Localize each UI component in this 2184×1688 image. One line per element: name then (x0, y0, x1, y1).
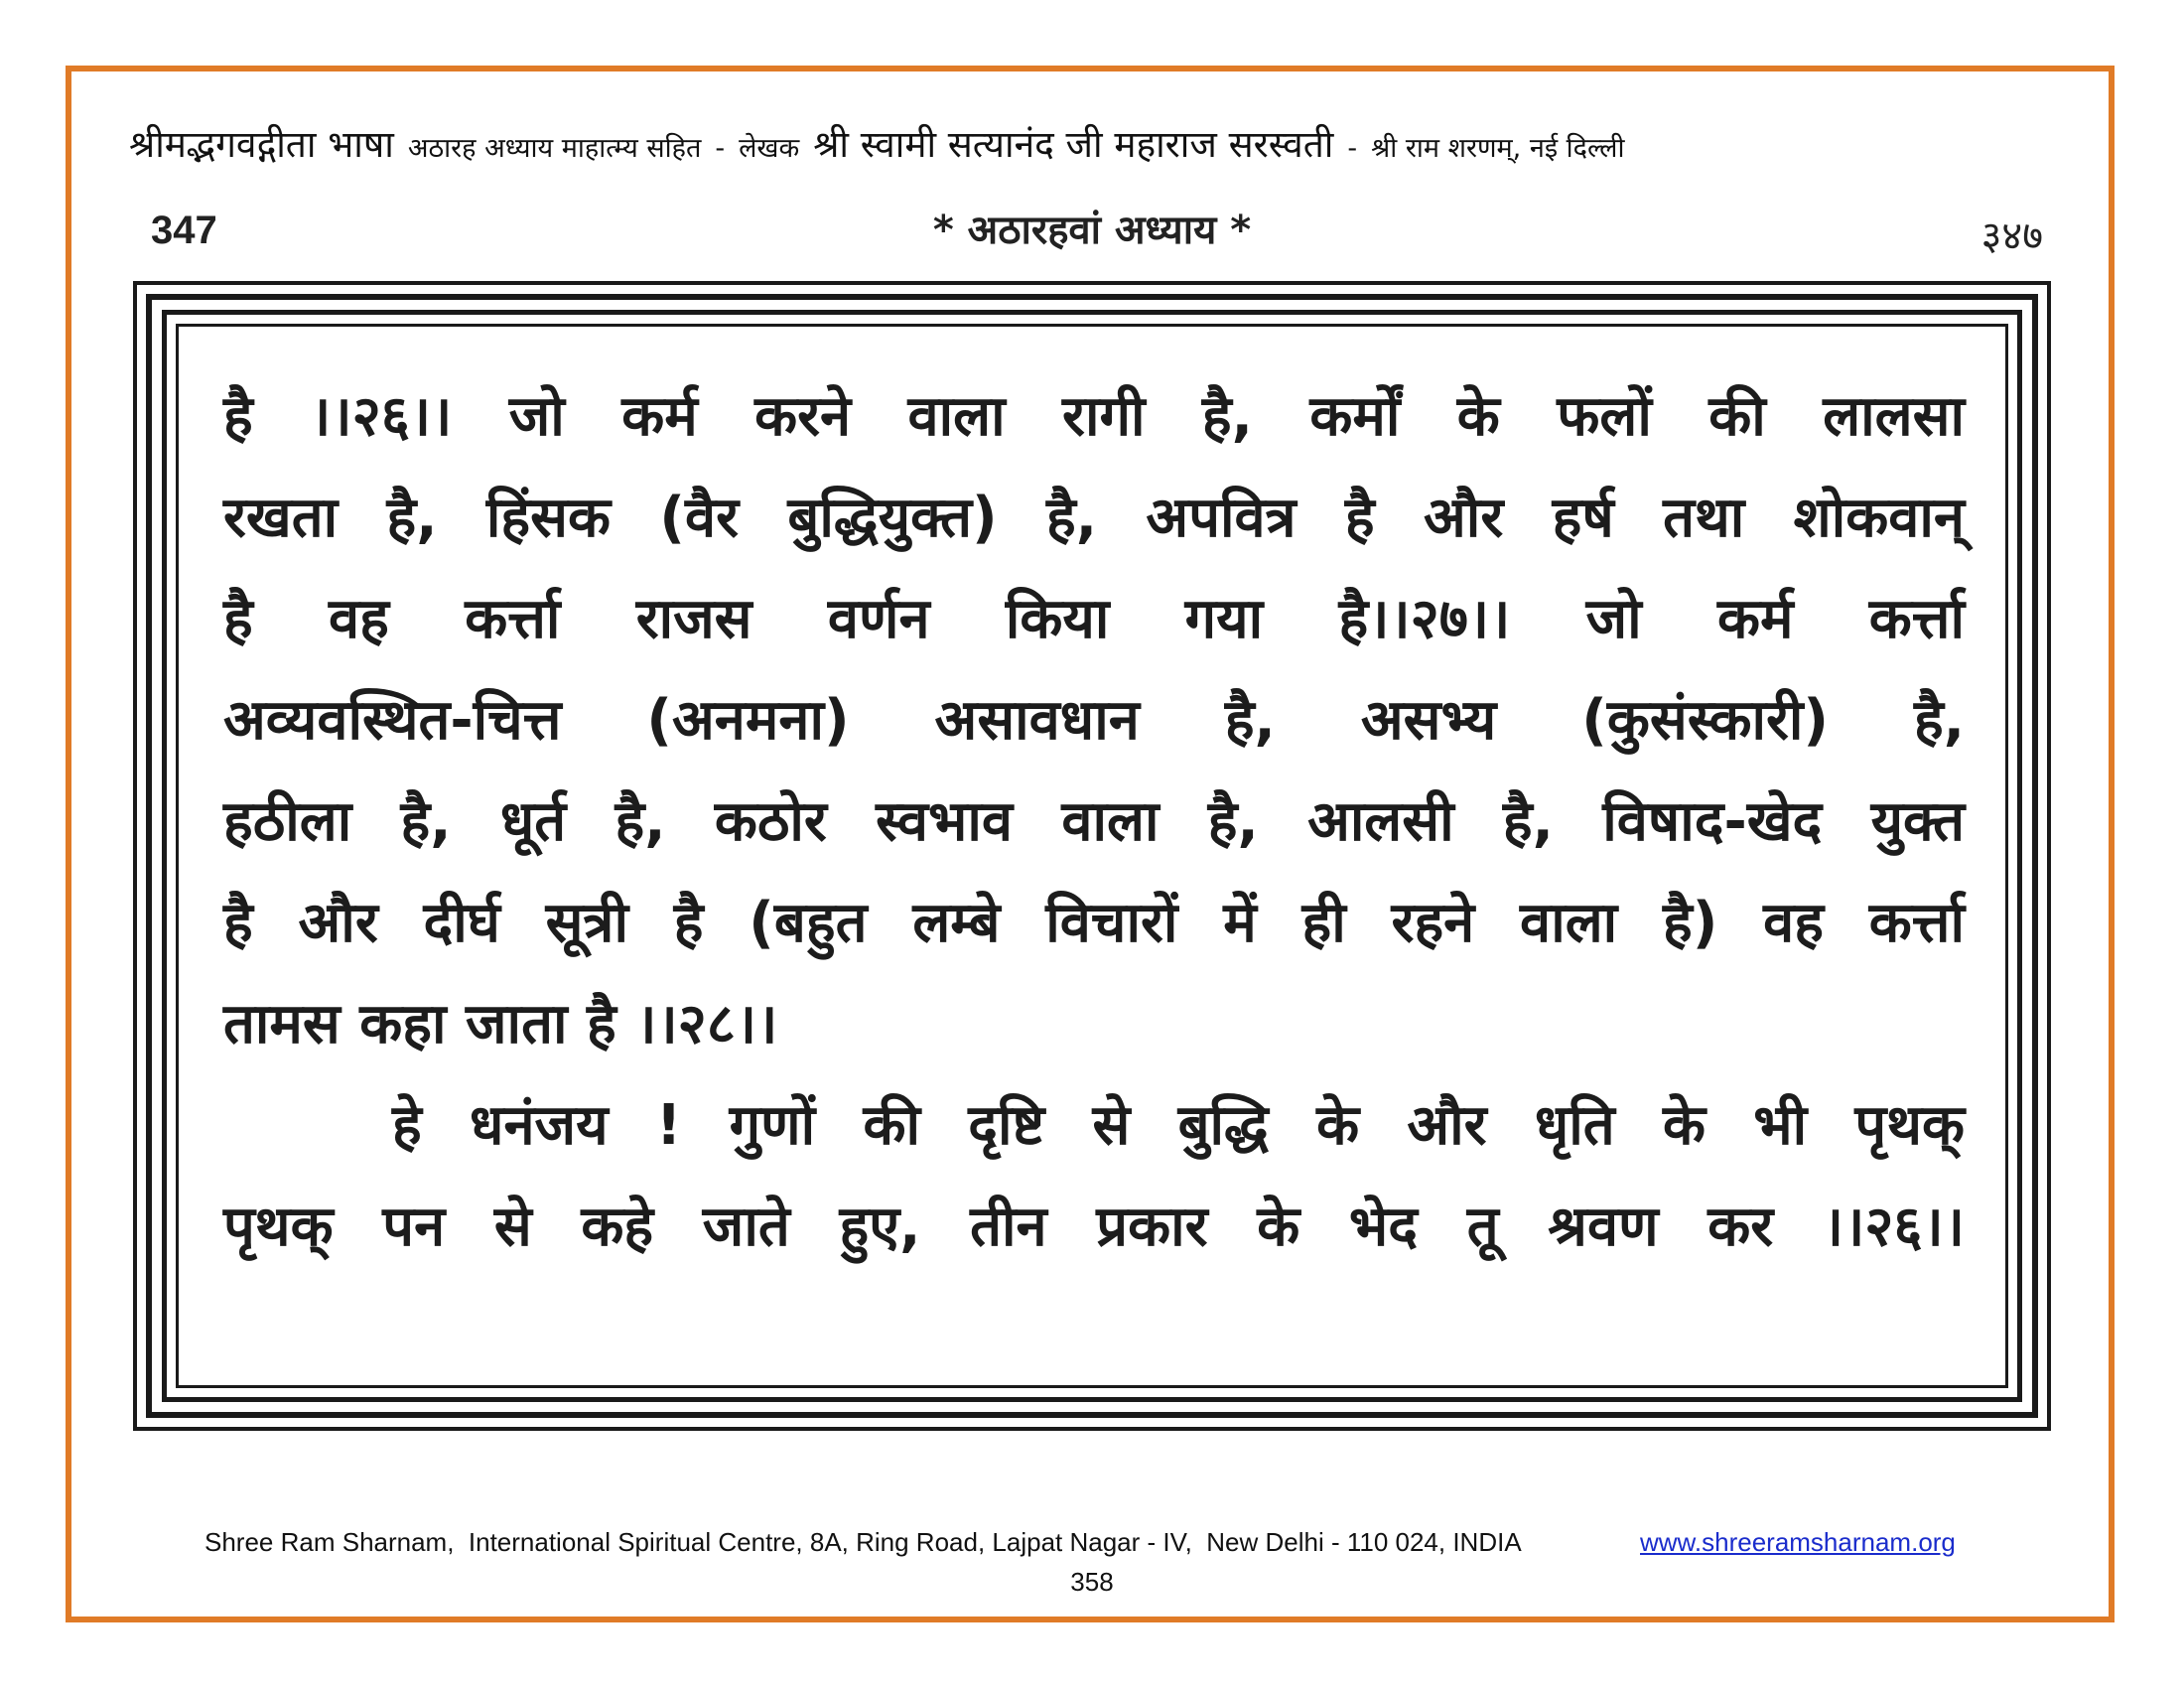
text-line: हे धनंजय ! गुणों की दृष्टि से बुद्धि के और धृति के भी पृथक् (392, 1093, 1965, 1158)
website-link[interactable]: www.shreeramsharnam.org (1640, 1527, 1956, 1557)
author-name: श्री स्वामी सत्यानंद जी महाराज सरस्वती (813, 123, 1334, 166)
header-separator: - (1347, 133, 1358, 164)
chapter-title: * अठारहवां अध्याय * (932, 208, 1252, 253)
text-line: है ।।२६।। जो कर्म करने वाला रागी है, कर्मों के फलों की लालसा (223, 384, 1965, 449)
book-subtitle: अठारह अध्याय माहात्म्य सहित (407, 133, 702, 164)
footer-address: Shree Ram Sharnam, International Spiritual Centre, 8A, Ring Road, Lajpat Nagar - IV, New Delhi - 110 024, INDIA (205, 1527, 1522, 1557)
text-line: रखता है, हिंसक (वैर बुद्धियुक्त) है, अपवित्र है और हर्ष तथा शोकवान् (223, 486, 1965, 550)
publisher-name: श्री राम शरणम्, नई दिल्ली (1371, 133, 1625, 164)
author-label: लेखक (739, 133, 800, 164)
text-line: अव्यवस्थित-चित्त (अनमना) असावधान है, असभ्य (कुसंस्कारी) है, (223, 688, 1965, 753)
text-line: है वह कर्त्ता राजस वर्णन किया गया है।।२७।। जो कर्म कर्त्ता (223, 587, 1965, 651)
header-separator: - (715, 133, 726, 164)
text-line: पृथक् पन से कहे जाते हुए, तीन प्रकार के भेद तू श्रवण कर ।।२६।। (223, 1195, 1965, 1259)
text-line: हठीला है, धूर्त है, कठोर स्वभाव वाला है, आलसी है, विषाद-खेद युक्त (223, 789, 1965, 854)
footer-page-number: 358 (1070, 1567, 1114, 1597)
running-header (129, 117, 2075, 168)
page-number-devanagari: ३४७ (1980, 213, 2043, 259)
verse-text-block (223, 372, 1965, 1284)
page-number-latin: 347 (151, 209, 217, 252)
text-line: है और दीर्घ सूत्री है (बहुत लम्बे विचारों में ही रहने वाला है) वह कर्त्ता (223, 891, 1965, 955)
book-title: श्रीमद्भगवद्गीता भाषा (129, 123, 394, 166)
text-line: तामस कहा जाता है ।।२८।। (223, 992, 778, 1056)
